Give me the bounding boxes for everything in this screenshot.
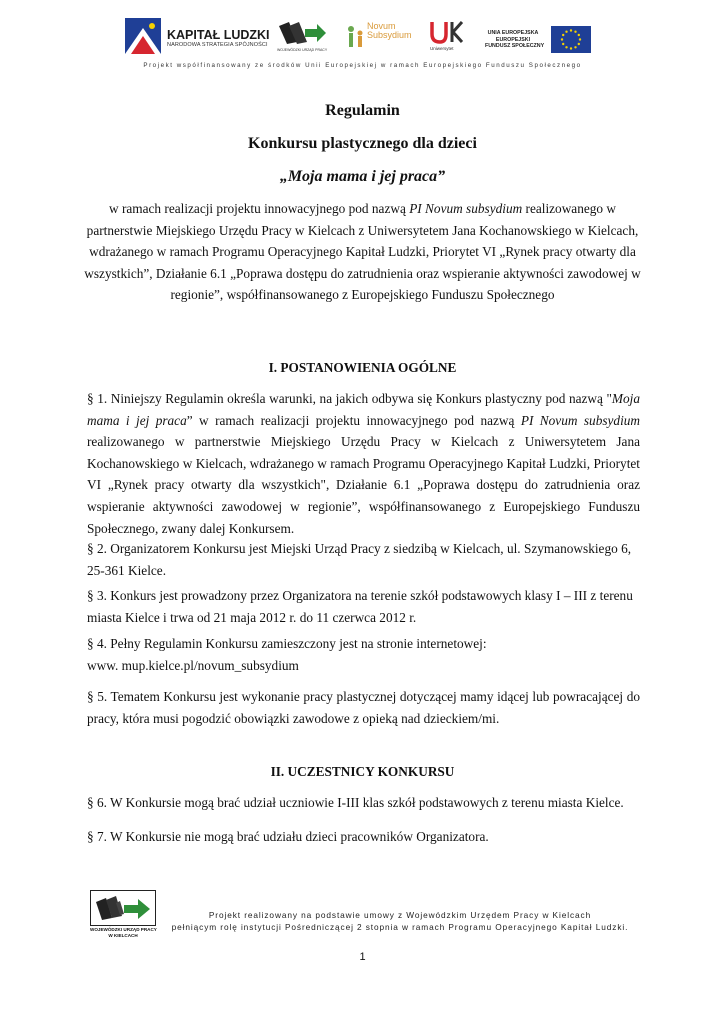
p1-text-a: § 1. Niniejszy Regulamin określa warunki, na jakich odbywa się Konkurs plastyczny pod nazwą "	[87, 391, 612, 406]
wup-header-logo	[275, 14, 331, 60]
paragraph-2: § 2. Organizatorem Konkursu jest Miejski Urząd Pracy z siedzibą w Kielcach, ul. Szymanowskiego 6, 25-361 Kielce.	[87, 541, 632, 578]
paragraph-4-line-1: § 4. Pełny Regulamin Konkursu zamieszczony jest na stronie internetowej:	[87, 636, 487, 651]
eu-logo	[485, 14, 595, 60]
header-logos	[125, 14, 595, 60]
section-heading-general: I. POSTANOWIENIA OGÓLNE	[268, 360, 457, 375]
ujk-monogram-icon	[430, 20, 464, 44]
eu-flag-icon	[551, 26, 591, 53]
ujk-logo	[430, 14, 466, 60]
intro-text-2: realizowanego w partnerstwie Miejskiego Urzędu Pracy w Kielcach z Uniwersytetem Jana Kochanowskiego w Kielcach, wdrażanego w ramach Programu Operacyjnego Kapitał Ludzki, Priorytet VI „Rynek pracy otwarty dla wszystkich”, Działanie 6.1 „Poprawa dostępu do zatrudnienia oraz wspieranie aktywności zawodowej w regionie”, współfinansowanego z Europejskiego Funduszu Społecznego	[84, 201, 641, 302]
footer-line-2: pełniącym rolę instytucji Pośredniczącej 2 stopnia w ramach Programu Operacyjnego Kapitał Ludzki.	[171, 922, 629, 932]
p1-text-c: realizowanego w partnerstwie Miejskiego Urzędu Pracy w Kielcach z Uniwersytetem Jana Kochanowskiego w Kielcach, wdrażanego w ramach Programu Operacyjnego Kapitał Ludzki, Priorytet VI „Rynek pracy otwarty dla wszystkich", Działanie 6.1 „Poprawa dostępu do zatrudnienia oraz wspieranie aktywności zawodowej w regionie”, współfinansowanego z Europejskiego Funduszu Społecznego, zwany dalej Konkursem.	[87, 434, 640, 536]
cofinancing-note: Projekt współfinansowany ze środków Unii Europejskiej w ramach Europejskiego Funduszu Społecznego	[143, 62, 582, 69]
family-figures-icon	[345, 24, 367, 54]
wup-footer-arrow-icon	[90, 890, 156, 926]
intro-paragraph	[80, 198, 645, 306]
paragraph-7: § 7. W Konkursie nie mogą brać udziału dzieci pracowników Organizatora.	[87, 829, 489, 844]
kapital-ludzki-subtitle: NARODOWA STRATEGIA SPÓJNOŚCI	[167, 42, 268, 48]
contest-name: „Moja mama i jej praca”	[279, 168, 446, 185]
novum-text: Novum Subsydium	[367, 21, 412, 40]
kapital-ludzki-flag-icon	[125, 18, 161, 54]
wup-header-text: WOJEWÓDZKI URZĄD PRACY	[277, 48, 328, 52]
doc-subtitle: Konkursu plastycznego dla dzieci	[248, 135, 477, 152]
section-heading-participants: II. UCZESTNICY KONKURSU	[270, 764, 455, 779]
footer-note	[160, 909, 640, 933]
doc-title: Regulamin	[325, 102, 400, 119]
paragraph-3: § 3. Konkurs jest prowadzony przez Organizatora na terenie szkół podstawowych klasy I – III z terenu miasta Kielce i trwa od 21 maja 2012 r. do 11 czerwca 2012 r.	[87, 588, 633, 625]
paragraph-1	[87, 388, 640, 539]
kapital-ludzki-title: KAPITAŁ LUDZKI	[167, 28, 270, 42]
intro-text-1: w ramach realizacji projektu innowacyjnego pod nazwą	[109, 201, 410, 216]
p1-text-b: ” w ramach realizacji projektu innowacyjnego pod nazwą	[186, 412, 521, 428]
p1-contest-title: Moja mama i jej praca	[87, 391, 640, 428]
p1-project-name: PI Novum subsydium	[520, 412, 641, 428]
page-number: 1	[359, 951, 366, 963]
paragraph-4-url[interactable]: www. mup.kielce.pl/novum_subsydium	[87, 658, 299, 673]
footer-line-1: Projekt realizowany na podstawie umowy z Wojewódzkim Urzędem Pracy w Kielcach	[208, 910, 592, 920]
eu-text: UNIA EUROPEJSKA EUROPEJSKI FUNDUSZ SPOŁECZNY	[485, 30, 545, 49]
paragraph-5: § 5. Tematem Konkursu jest wykonanie pracy plastycznej dotyczącej mamy idącej lub powracającej do pracy, która musi pogodzić obowiązki zawodowe z opieką nad dzieckiem/mi.	[87, 689, 640, 726]
ujk-text: Uniwersytet	[430, 46, 454, 51]
kapital-ludzki-logo	[125, 14, 270, 60]
wup-arrow-icon	[277, 20, 327, 46]
novum-logo	[345, 14, 415, 60]
intro-project-name: PI Novum subsydium	[409, 201, 523, 216]
wup-footer-name: WOJEWÓDZKI URZĄD PRACY W KIELCACH	[90, 927, 157, 938]
paragraph-6: § 6. W Konkursie mogą brać udział uczniowie I-III klas szkół podstawowych z terenu miasta Kielce.	[87, 795, 624, 810]
